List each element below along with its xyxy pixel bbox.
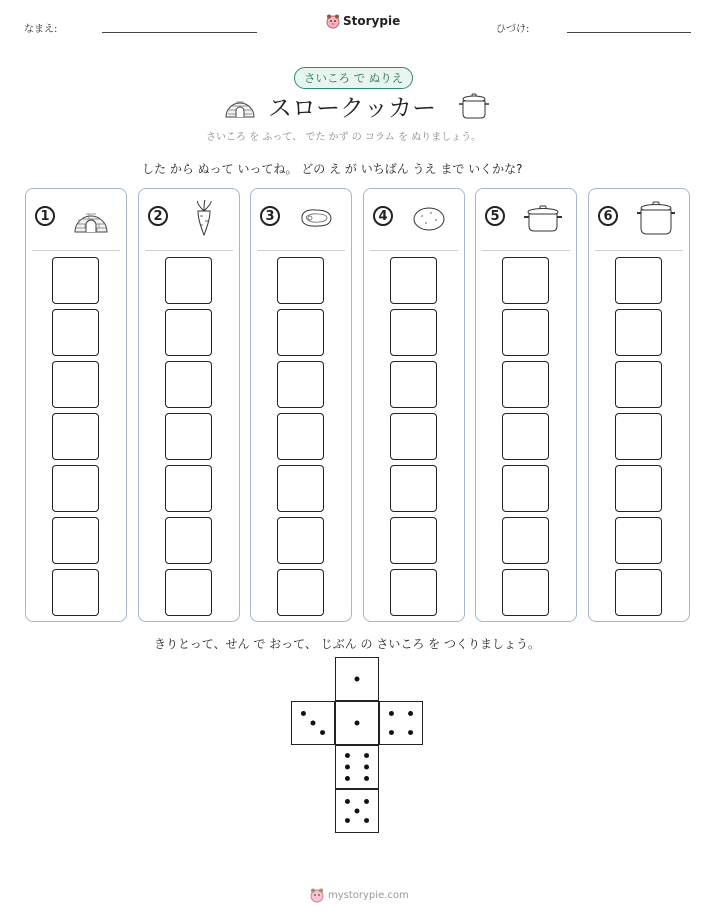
cut-instruction: きりとって、せん で おって、 じぶん の さいころ を つくりましょう。 xyxy=(154,637,540,651)
color-box[interactable] xyxy=(502,413,549,460)
potato-icon xyxy=(411,200,447,236)
color-box[interactable] xyxy=(615,465,662,512)
color-box[interactable] xyxy=(390,569,437,616)
column-number: 4 xyxy=(373,206,393,226)
stockpot-icon xyxy=(636,200,672,236)
dice-face-1 xyxy=(335,701,379,745)
brand-logo xyxy=(326,13,400,29)
column-number: 5 xyxy=(485,206,505,226)
color-box[interactable] xyxy=(615,517,662,564)
dice-face-3 xyxy=(291,701,335,745)
name-label: なまえ: xyxy=(24,24,58,35)
color-box[interactable] xyxy=(390,517,437,564)
color-box[interactable] xyxy=(390,257,437,304)
color-box[interactable] xyxy=(52,309,99,356)
color-box[interactable] xyxy=(165,361,212,408)
color-box[interactable] xyxy=(615,309,662,356)
steak-icon xyxy=(298,200,334,236)
column-number: 1 xyxy=(35,206,55,226)
footer xyxy=(310,887,409,903)
dice-face-4 xyxy=(379,701,423,745)
color-box[interactable] xyxy=(390,465,437,512)
carrot-icon xyxy=(186,200,222,236)
pig-mascot-icon xyxy=(310,887,324,903)
color-box[interactable] xyxy=(502,465,549,512)
color-box[interactable] xyxy=(52,413,99,460)
name-line[interactable] xyxy=(102,32,257,33)
page-title: スロークッカー xyxy=(268,94,436,122)
footer-url[interactable]: mystorypie.com xyxy=(328,889,409,901)
color-box[interactable] xyxy=(277,257,324,304)
color-box[interactable] xyxy=(52,465,99,512)
color-box[interactable] xyxy=(277,413,324,460)
color-box[interactable] xyxy=(52,257,99,304)
color-box[interactable] xyxy=(165,465,212,512)
color-box[interactable] xyxy=(165,569,212,616)
color-box[interactable] xyxy=(165,309,212,356)
subtitle: さいころ を ふって、 でた かず の コラム を ぬりましょう。 xyxy=(206,132,482,143)
dice-face-1 xyxy=(335,657,379,701)
slow-cooker-icon xyxy=(457,92,491,120)
column-number: 2 xyxy=(148,206,168,226)
color-box[interactable] xyxy=(277,569,324,616)
dice-column-1 xyxy=(25,188,127,622)
color-box[interactable] xyxy=(277,309,324,356)
dice-face-6 xyxy=(335,745,379,789)
color-box[interactable] xyxy=(502,309,549,356)
column-divider xyxy=(257,250,345,251)
color-box[interactable] xyxy=(390,361,437,408)
color-box[interactable] xyxy=(52,517,99,564)
color-box[interactable] xyxy=(390,309,437,356)
column-number: 3 xyxy=(260,206,280,226)
color-box[interactable] xyxy=(615,569,662,616)
color-box[interactable] xyxy=(277,517,324,564)
dice-column-6 xyxy=(588,188,690,622)
dice-column-4 xyxy=(363,188,465,622)
column-divider xyxy=(32,250,120,251)
column-divider xyxy=(370,250,458,251)
color-box[interactable] xyxy=(390,413,437,460)
dice-face-5 xyxy=(335,789,379,833)
pot-icon xyxy=(523,200,559,236)
igloo-icon xyxy=(224,93,256,119)
column-divider xyxy=(595,250,683,251)
color-box[interactable] xyxy=(502,569,549,616)
color-box[interactable] xyxy=(502,257,549,304)
column-divider xyxy=(145,250,233,251)
column-number: 6 xyxy=(598,206,618,226)
date-line[interactable] xyxy=(567,32,691,33)
color-box[interactable] xyxy=(615,257,662,304)
pig-mascot-icon xyxy=(326,13,340,29)
color-box[interactable] xyxy=(277,465,324,512)
color-box[interactable] xyxy=(502,361,549,408)
column-divider xyxy=(482,250,570,251)
color-box[interactable] xyxy=(165,257,212,304)
activity-tag: さいころ で ぬりえ xyxy=(294,67,413,89)
dice-column-2 xyxy=(138,188,240,622)
date-label: ひづけ: xyxy=(496,24,530,35)
dice-column-3 xyxy=(250,188,352,622)
color-box[interactable] xyxy=(615,413,662,460)
color-box[interactable] xyxy=(52,361,99,408)
instruction-text: した から ぬって いってね。 どの え が いちばん うえ まで いくかな? xyxy=(142,162,523,176)
dice-column-5 xyxy=(475,188,577,622)
color-box[interactable] xyxy=(52,569,99,616)
color-box[interactable] xyxy=(165,517,212,564)
color-box[interactable] xyxy=(502,517,549,564)
color-box[interactable] xyxy=(277,361,324,408)
color-box[interactable] xyxy=(615,361,662,408)
color-box[interactable] xyxy=(165,413,212,460)
igloo-icon xyxy=(73,200,109,236)
brand-name: Storypie xyxy=(343,14,401,28)
